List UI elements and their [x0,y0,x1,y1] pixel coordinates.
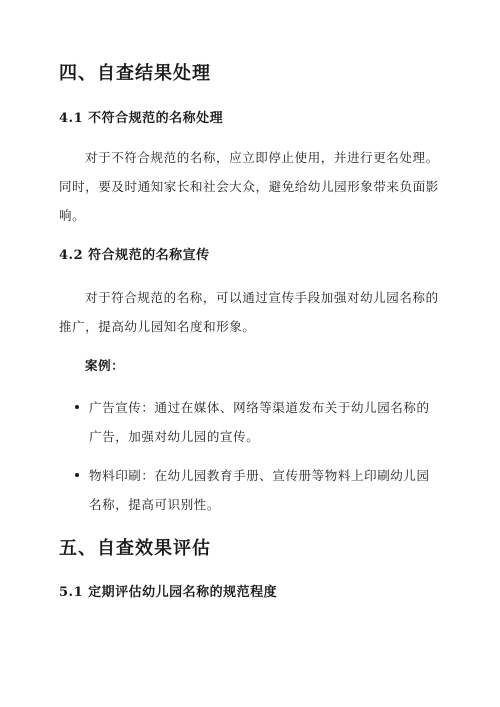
section-4-heading: 四、自查结果处理 [59,63,211,84]
case-label: 案例： [85,358,125,373]
section-5-heading: 五、自查效果评估 [59,538,211,559]
bullet-dot-icon [75,405,79,409]
section-4-1-heading: 4.1 不符合规范的名称处理 [59,111,224,126]
section-4-1-paragraph: 对于不符合规范的名称，应立即停止使用，并进行更名处理。同时，要及时通知家长和社会大众，避免给幼儿园形象带来负面影响。 [59,150,439,223]
list-item [75,461,451,519]
section-5-1-heading: 5.1 定期评估幼儿园名称的规范程度 [59,585,278,600]
bullet-dot-icon [75,473,79,477]
section-4-2-paragraph: 对于符合规范的名称，可以通过宣传手段加强对幼儿园名称的推广，提高幼儿园知名度和形象。 [59,290,439,334]
section-4-2-heading: 4.2 符合规范的名称宣传 [59,248,210,263]
list-item-text: 物料印刷：在幼儿园教育手册、宣传册等物料上印刷幼儿园名称，提高可识别性。 [89,468,430,512]
list-item-text: 广告宣传：通过在媒体、网络等渠道发布关于幼儿园名称的广告，加强对幼儿园的宣传。 [89,400,430,444]
list-item [75,393,451,451]
